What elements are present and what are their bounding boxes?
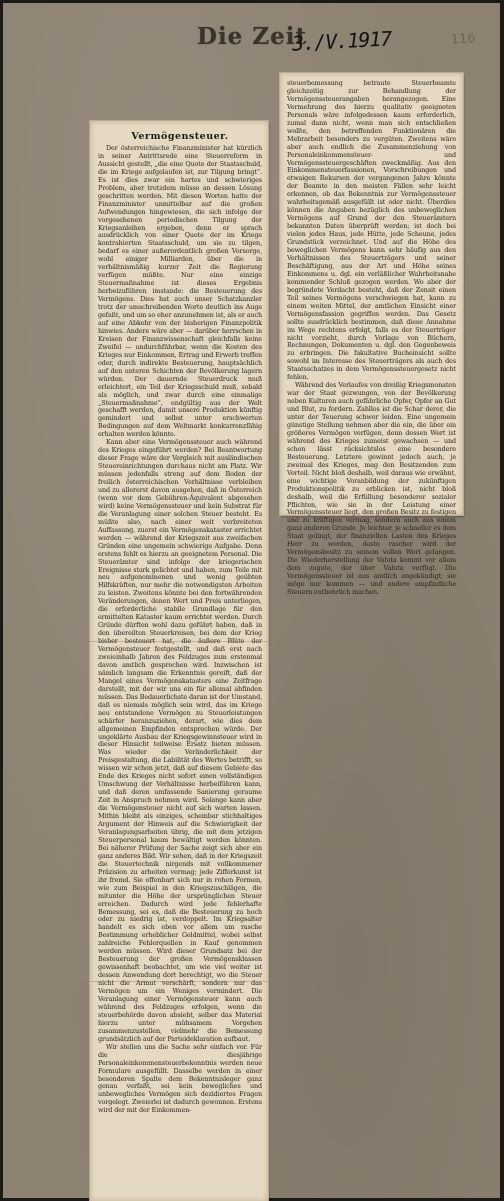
paper-fold [90, 981, 268, 982]
newspaper-masthead: Die Zeit [197, 23, 308, 50]
paragraph: Während des Verlaufes von dreißig Kriegsmonaten war der Staat gezwungen, von der Bevölkerung neben Kulturen auch gefährliche Opfer, Opfer an Gut und Blut, zu fordern. Zahllos ist die Schar derer, die unter der Teuerung schwer leiden. Eine ungemein günstige Stellung nehmen aber die ein, die über ein größeres Vermögen verfügen, denn dessen Wert ist während des Krieges zumeist gewachsen — und schon lässt rücksichtslos eine besondere Besteuerung. Letztere gewinnt jedoch auch, je zweimal des Krieges, mag den Besitzenden zum Vorteil. Nicht bloß deshalb, weil daraus wie erwähnt, eine wichtige Voranbildung der zukünftigen Produktionspolitik zu erblicken ist, nicht bloß deshalb, weil die Erfüllung besonderer sozialer Pflichten, wie sie in der Leistung einer Vermögenssteuer liegt, den großen Besitz zu festigen und zu kräftigen vermag, sondern auch aus einem ganz anderen Grunde. Je leichter, je schneller es dem Staat gelingt, der finanziellen Lasten des Krieges Herr zu werden, desto rascher wird der Vermögensbesitz zu seinem vollen Wert gelangen. Die Wiederherstellung der Valuta kommt vor allem dem zugute, der über Valuta verfügt. Die Vermögenssteuer ist aus amtlich angekündigt; sie möge nur kommen — und andere empfindliche Steuern entbehrlich machen. [287, 381, 456, 596]
paragraph: Wir stellen uns die Sache sehr einfach vor. Für die diesjährige Personaleinkommensteuerbekenntnis werden neue Formulare ausgefüllt. Dasselbe werden in einer besonderen Spalte dem Bekenntnisleger ganz genau verfaßt, sei kein bewegliches und unbewegliches Vermögen sich dezidiertes Fragen vorgelegt. Zweierlei ist dadurch gewonnen. Erstens wird der mit der Einkommen- [98, 1042, 262, 1115]
article-title: Vermögensteuer. [131, 131, 229, 142]
clipping-column-2 [280, 73, 463, 596]
sheet-header [3, 9, 500, 56]
handwritten-date: 3./V.1917 [291, 26, 392, 56]
clipping-column-1 [90, 121, 268, 1201]
paper-fold [90, 641, 268, 642]
archive-number: 116 [450, 31, 477, 48]
paragraph: steuerbemessung betraute Steuerbeamte gleichzeitig zur Behandlung der Vermögenssteuerangaben herangezogen. Eine Vermehrung des hierzu qualitativ geeigneten Personals wäre infolgedessen kaum erforderlich, zumal dann nicht, wenn man sich entschließen wollte, den betreffenden Funktionären die Mehrarbeit besonders zu vergüten. Zweitens wäre aber auch endlich die Zusammenziehung von Personaleinkommensteuer- und Vermögenssteuergeschäften zweckmäßig. Aus den Einkommensteuerfassionen, Vorschreibungen und etwaigen Rekursen der vergangenen Jahre könnte der Beamte in den meisten Fällen sehr leicht erkennen, ob das Bekenntnis zur Vermögenssteuer wahrheitsgemäß ausgefüllt ist oder nicht. Überdies können die Angaben bezüglich des unbeweglichen Vermögens auf Grund der den Steuerämtern bekannten Daten überprüft werden; ist doch bei vielen jedes Haus, jede Hütte, jede Scheune, jedes Grundstück verzeichnet. Und auf die Höhe des beweglichen Vermögens kann sehr häufig aus den Verhältnissen des Steuerträgers und seiner Beschäftigung, aus der Art und Höhe seines Einkommens u. dgl. ein verläßlicher Wahrheitsnahe kommender Schluß gezogen werden. Wo aber der begründete Verdacht besteht, daß der Zensit einen Teil seines Vermögens verschwiegen hat, kann zu einem weiten Mittel, der amtlichen Einsicht einer Vermögensfassion gegriffen werden. Das Gesetz sollte ausdrücklich bestimmen, daß diese Annahme im Wege rechtens erfolgt, falls es der Steuerträger nicht vorzieht, durch Vorlage von Büchern, Rechnungen, Dokumenten u. dgl. den Gegenbeweis zu erbringen. Die fakultative Bucheinsicht sollte sowohl im Interesse des Steuerträgers als auch des Staatsschatzes in dem Vermögenssteuergesetz nicht fehlen. [287, 79, 456, 382]
archive-sheet [3, 3, 500, 1198]
article-column-1 [98, 131, 262, 1115]
article-column-2 [287, 80, 456, 597]
paragraph: Kann aber eine Vermögenssteuer auch während des Krieges eingeführt werden? Bei Beantwortung dieser Frage wäre der Vergleich mit ausländischen Steuereinrichtungen durchaus nicht am Platz. Wir müssen jedenfalls streng auf dem Boden der freilich österreichischen Verhältnisse verbleiben und zu allererst davon ausgehen, daß in Österreich (wenn vor dem Gebühren-Äquivalent abgesehen wird) keine Vermögenssteuer und kein Substrat für die Veranlagung einer solchen Steuer besteht. Es müßte also, nach einer weit verbreiteten Auffassung, zuerst ein Vermögenskataster errichtet werden — während der Kriegszeit aus zweifachen Gründen eine ungemein schwierige Aufgabe. Denn erstens fehlt es hierzu an geeignetem Personal. Die Steuerämter sind infolge der kriegerischen Ereignisse stark gelichtet und haben, zum Teile mit neu aufgenommenen und wenig geübten Hilfskräften, nur mehr die notwendigsten Arbeiten zu leisten. Zweitens könnte bei den fortwährenden Veränderungen, denen Wert und Preis unterliegen, die erforderliche stabile Grundlage für den ermittelten Kataster kaum errichtet werden. Durch Gründe dürften wohl dazu geführt haben, daß in den übereilten Steuerkreisen, bei dem der Krieg bisher besteuert hat, die äußere Blüte der Vermögensteuer festgestellt, und daß erst nach zweieinhalb Jahren des Feldzuges zum erstenmal davon amtlich gesprochen wird. Inzwischen ist nämlich langsam die Erkenntnis gereift, daß der Mangel eines Vermögenskatasters eine Zeitfrage darstellt, mit der wir uns ein für allemal abfinden müssen. Das Bedauerlichste daran ist der Umstand, daß es niemals möglich sein wird, das im Kriege neu entstandene Vermögen zu Steuerleistungen schärfer heranzuziehen, derart, wie dies dem allgemeinen Empfinden entsprechen würde. Der ungeklärte Ausbau der Kriegsgewinnsteuer wird in dieser Hinsicht teilweise Ersatz bieten müssen. Was wieder die Veränderlichkeit der Preisgestaltung, die Labilität des Wertes betrifft, so wissen wir schon jetzt, daß auf diesem Gebiete das Ende des Krieges nicht sofort einen vollständigen Umschwung der Verhältnisse herbeiführen kann, und daß deren umfassende Sanierung geraume Zeit in Anspruch nehmen wird. Solange kann aber die Vermögensteuer nicht auf sich warten lassen. Mithin bleibt als einziges, scheinbar stichhaltiges Argument der Hinweis auf die Schwierigkeit der Veranlagungsarbeiten übrig, die mit dem jetzigen Steuerpersonal kaum bewältigt werden könnten. Bei näherer Prüfung der Sache zeigt sich aber ein ganz anderes Bild. Wir sehen, daß in der Kriegszeit die Steuertechnik nirgends mit vollkommener Präzision zu arbeiten vermag; jede Zifferkunst ist ihr fremd. Sie offenbart sich nur in rohen Formen, wie zum Beispiel in den Kriegszuschlägen, die mitunter die Höhe der ursprünglichen Steuer erreichen. Dadurch wird jede fehlerhafte Bemessung, sei es, daß die Besteuerung zu hoch oder zu niedrig ist, verdoppelt. Im Kriegsalter handelt es sich eben vor allem um rasche Bestimmung erheblicher Geldmittel, wobei selbst zahlreiche Fehlerquellen in Kauf genommen werden müssen. Wird dieser Grundsatz bei der Besteuerung der großen Vermögensklassen gewissenhaft beobachtet, um wie viel weiter ist dessen Anwendung dort berechtigt, wo die Steuer nicht die Armut verschärft, sondern nur das Vermögen um ein Weniges vermindert. Die Veranlagung einer Vermögensteuer kann auch während des Feldzuges erfolgen, wenn die steuerbehörde davon absieht, selber das Material hierzu unter mühsamem Vorgehen zusammenzustellen, vielmehr die Bemessung grundsätzlich auf der Parteideklaration aufbaut. [98, 438, 262, 1043]
paragraph: Der österreichische Finanzminister hat kürzlich in seiner Antrittsrede eine Steuerreform in Aussicht gestellt, „die eine Quote der Staatsschuld, die im Kriege aufgelaufen ist, zur Tilgung bringt“. Es ist dies zwar ein hartes und schwieriges Problem, aber trotzdem müsse an dessen Lösung geschritten werden. Mit diesen Worten hatte der Finanzminister unmittelbar auf die großen Aufwendungen hingewiesen, die sich infolge der vorgesehenen periodischen Tilgung der Kriegsanleihen ergeben, denn er sprach ausdrücklich von einer Quote der im Kriege kontrahierten Staatsschuld, um sie zu tilgen, bedarf es einer außerordentlich großen Vorsorge, wohl einiger Milliarden, über die in verhältnismäßig kurzer Zeit die Regierung verfügen müßte. Nur eine einzige Steuermaßnahme ist dieses Ergebnis herbeizuführen imstande: die Besteuerung des Vermögens. Dies hat auch unser Schatzkanzler trotz der umschreibenden Worte deutlich ins Auge gefaßt, und um so eher anzunehmen ist, als er auch auf eine Abkehr von der bisherigen Finanzpolitik hinwies. Andere wäre aber — darüber herrschen in Kreisen der Finanzwissenschaft gleichfalls keine Zweifel — undurchführbar, wenn die Kosten des Krieges nur Einkommen, Ertrag und Erwerb treffen oder, durch indirekte Besteuerung, hauptsächlich auf den unteren Schichten der Bevölkerung lagern würden. Der dauernde Steuerdruck muß erleichtert, ein Teil der Kriegsschuld muß, sobald als möglich, und zwar durch eine einmalige „Steuermaßnahme“, endgültig aus der Welt geschafft werden, damit unsere Produktion künftig gemindert und selbst unter erschwerten Bedingungen auf dem Weltmarkt konkurrenzfähig erhalten werden könnte. [98, 144, 262, 439]
